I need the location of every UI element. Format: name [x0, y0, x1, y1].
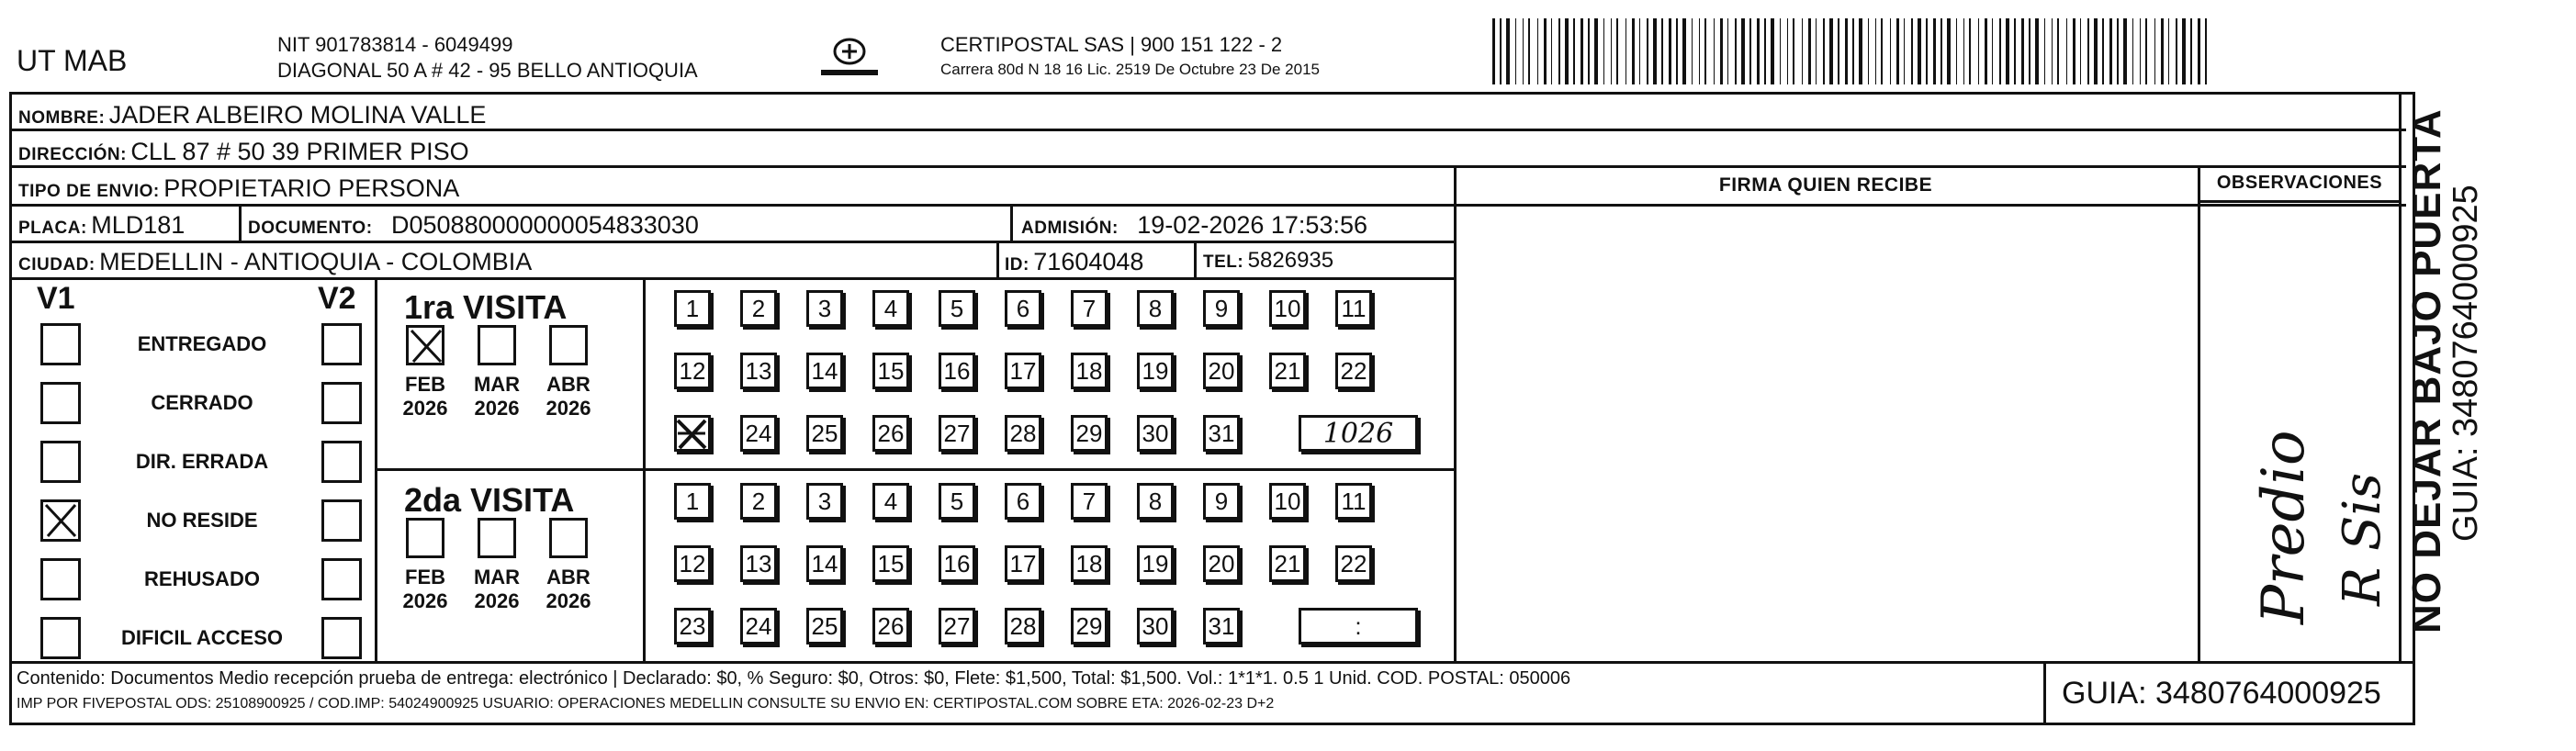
v2-checkbox[interactable]: [321, 499, 362, 542]
visit1-day-box[interactable]: 4: [872, 290, 909, 327]
visit1-day-box[interactable]: 16: [939, 353, 975, 389]
visit2-day-box[interactable]: 24: [740, 608, 777, 645]
visit2-day-box[interactable]: 18: [1071, 545, 1108, 582]
visit1-day-box[interactable]: 17: [1005, 353, 1041, 389]
visit1-day-box[interactable]: 29: [1071, 415, 1108, 452]
sender-address: DIAGONAL 50 A # 42 - 95 BELLO ANTIOQUIA: [277, 59, 698, 82]
visit1-time-box[interactable]: 1026: [1299, 415, 1418, 452]
visit1-day-box[interactable]: 28: [1005, 415, 1041, 452]
tel-label: TEL:: [1203, 252, 1244, 272]
visit1-day-box[interactable]: 8: [1137, 290, 1174, 327]
visit2-day-box[interactable]: 8: [1137, 483, 1174, 520]
sender-name: UT MAB: [17, 44, 128, 77]
visit2-day-box[interactable]: 7: [1071, 483, 1108, 520]
visit2-month-label: FEB 2026: [402, 566, 448, 612]
visit1-day-box[interactable]: 18: [1071, 353, 1108, 389]
visit1-day-box[interactable]: 9: [1203, 290, 1240, 327]
footer-imp: IMP POR FIVEPOSTAL ODS: 25108900925 / COD.IMP: 54024900925 USUARIO: OPERACIONES MEDELLIN CONSULTE SU ENVIO EN: CERTIPOSTAL.COM SOBRE ETA: 2026-02-23 D+2: [17, 696, 1275, 712]
tel-value: 5826935: [1247, 248, 1334, 273]
visit2-month-label: ABR 2026: [546, 566, 591, 612]
documento-cell: [248, 211, 699, 240]
footer-content: Contenido: Documentos Medio recepción prueba de entrega: electrónico | Declarado: $0, % Seguro: $0, Otros: $0, Flete: $1,500, Total: $1,500. Vol.: 1*1*1. 0.5 1 Unid. COD. POSTAL: 050006: [17, 668, 1571, 689]
visit2-month-checkbox[interactable]: [478, 518, 516, 558]
visit1-day-box[interactable]: 31: [1203, 415, 1240, 452]
v1-checkbox[interactable]: [40, 323, 81, 365]
v2-checkbox[interactable]: [321, 441, 362, 483]
direccion-label: DIRECCIÓN:: [18, 145, 127, 164]
visit2-day-box[interactable]: 27: [939, 608, 975, 645]
visit1-month-label: FEB 2026: [402, 373, 448, 420]
direccion-value: CLL 87 # 50 39 PRIMER PISO: [130, 138, 469, 165]
v1-checkbox[interactable]: [40, 382, 81, 424]
admision-cell: [1021, 211, 1367, 240]
visit1-day-box[interactable]: 13: [740, 353, 777, 389]
visit1-day-box[interactable]: 24: [740, 415, 777, 452]
visit2-month-label: MAR 2026: [473, 566, 521, 612]
tipo-value: PROPIETARIO PERSONA: [163, 174, 460, 202]
visit1-day-box[interactable]: 12: [674, 353, 711, 389]
visit1-day-box[interactable]: 1: [674, 290, 711, 327]
visit2-day-box[interactable]: 16: [939, 545, 975, 582]
visit2-day-box[interactable]: 9: [1203, 483, 1240, 520]
side-warning: NO DEJAR BAJO PUERTA: [2404, 108, 2449, 633]
status-label: NO RESIDE: [146, 509, 258, 532]
tipo-label: TIPO DE ENVIO:: [18, 182, 160, 201]
admision-value: 19-02-2026 17:53:56: [1137, 211, 1367, 239]
visit2-month-checkbox[interactable]: [406, 518, 444, 558]
visit2-day-box[interactable]: 1: [674, 483, 711, 520]
obs-handwritten-1: Predio: [2250, 430, 2318, 624]
visit1-day-box[interactable]: 22: [1335, 353, 1372, 389]
placa-cell: [18, 211, 185, 240]
visit2-day-box[interactable]: 4: [872, 483, 909, 520]
visit2-day-box[interactable]: 29: [1071, 608, 1108, 645]
nombre-label: NOMBRE:: [18, 108, 106, 128]
visit1-day-box[interactable]: 7: [1071, 290, 1108, 327]
visit1-day-box[interactable]: 15: [872, 353, 909, 389]
visit2-day-box[interactable]: 21: [1269, 545, 1306, 582]
ciudad-value: MEDELLIN - ANTIOQUIA - COLOMBIA: [99, 248, 533, 275]
visit1-day-box[interactable]: 21: [1269, 353, 1306, 389]
placa-label: PLACA:: [18, 219, 87, 238]
firma-label: FIRMA QUIEN RECIBE: [1718, 174, 1933, 196]
visit1-title: 1ra VISITA: [404, 288, 568, 326]
visit2-day-box[interactable]: 10: [1269, 483, 1306, 520]
v1-checkbox[interactable]: [40, 558, 81, 600]
direccion-row: [18, 138, 469, 166]
visit1-day-box[interactable]: 27: [939, 415, 975, 452]
visit2-day-box[interactable]: 25: [806, 608, 843, 645]
barcode: [1492, 18, 2218, 84]
placa-value: MLD181: [91, 211, 186, 239]
visit1-day-box[interactable]: 3: [806, 290, 843, 327]
v1-checkbox[interactable]: [40, 499, 81, 542]
id-cell: [1005, 248, 1143, 276]
visit1-day-box[interactable]: 6: [1005, 290, 1041, 327]
side-guia: GUIA: 3480764000925: [2447, 185, 2485, 542]
visit1-month-label: ABR 2026: [546, 373, 591, 420]
company-license: Carrera 80d N 18 16 Lic. 2519 De Octubre 23 De 2015: [940, 61, 1320, 78]
visit2-day-box[interactable]: 23: [674, 608, 711, 645]
visit2-day-box[interactable]: 20: [1203, 545, 1240, 582]
visit1-month-checkbox[interactable]: [406, 325, 444, 365]
tel-cell: [1203, 248, 1333, 274]
tipo-row: [18, 174, 459, 203]
visit2-day-box[interactable]: 14: [806, 545, 843, 582]
v2-label: V2: [318, 281, 356, 316]
visit1-day-box[interactable]: 2: [740, 290, 777, 327]
visit1-day-box[interactable]: 26: [872, 415, 909, 452]
obs-handwritten-2: R Sis: [2333, 473, 2392, 606]
visit2-day-box[interactable]: 13: [740, 545, 777, 582]
nombre-row: [18, 101, 486, 129]
v1-checkbox[interactable]: [40, 617, 81, 659]
documento-label: DOCUMENTO:: [248, 219, 373, 238]
admision-label: ADMISIÓN:: [1021, 219, 1119, 238]
nombre-value: JADER ALBEIRO MOLINA VALLE: [108, 101, 487, 129]
v2-checkbox[interactable]: [321, 323, 362, 365]
visit2-day-box[interactable]: 17: [1005, 545, 1041, 582]
visit2-day-box[interactable]: 11: [1335, 483, 1372, 520]
status-label: DIR. ERRADA: [135, 450, 269, 473]
v1-checkbox[interactable]: [40, 441, 81, 483]
visit2-day-box[interactable]: 31: [1203, 608, 1240, 645]
visit2-day-box[interactable]: 19: [1137, 545, 1174, 582]
observaciones-label: OBSERVACIONES: [2216, 173, 2383, 193]
visit2-time-box[interactable]: :: [1299, 608, 1418, 645]
visit1-month-checkbox[interactable]: [549, 325, 588, 365]
visit2-day-box[interactable]: 5: [939, 483, 975, 520]
visit1-day-box[interactable]: 20: [1203, 353, 1240, 389]
documento-value: D050880000000054833030: [391, 211, 699, 239]
sender-nit: NIT 901783814 - 6049499: [277, 33, 513, 56]
visit2-day-box[interactable]: 28: [1005, 608, 1041, 645]
status-label: CERRADO: [151, 391, 253, 414]
visit1-day-box[interactable]: 30: [1137, 415, 1174, 452]
v2-checkbox[interactable]: [321, 617, 362, 659]
status-label: REHUSADO: [144, 567, 260, 590]
visit1-month-checkbox[interactable]: [478, 325, 516, 365]
visit1-day-box[interactable]: 14: [806, 353, 843, 389]
ciudad-cell: [18, 248, 532, 276]
visit2-month-checkbox[interactable]: [549, 518, 588, 558]
visit2-day-box[interactable]: 2: [740, 483, 777, 520]
certipostal-logo-icon: [817, 35, 882, 83]
id-label: ID:: [1005, 255, 1029, 275]
v2-checkbox[interactable]: [321, 382, 362, 424]
status-label: ENTREGADO: [137, 332, 267, 355]
visit1-month-label: MAR 2026: [473, 373, 521, 420]
v1-label: V1: [37, 281, 75, 316]
v2-checkbox[interactable]: [321, 558, 362, 600]
visit1-day-box[interactable]: 19: [1137, 353, 1174, 389]
status-label: DIFICIL ACCESO: [120, 626, 283, 649]
visit1-day-box[interactable]: [674, 415, 711, 452]
id-value: 71604048: [1033, 248, 1144, 275]
visit2-day-box[interactable]: 6: [1005, 483, 1041, 520]
company-name: CERTIPOSTAL SAS | 900 151 122 - 2: [940, 33, 1283, 56]
visit1-day-box[interactable]: 5: [939, 290, 975, 327]
ciudad-label: CIUDAD:: [18, 255, 96, 275]
visit2-title: 2da VISITA: [404, 481, 575, 519]
visit2-day-box[interactable]: 26: [872, 608, 909, 645]
visit1-day-box[interactable]: 10: [1269, 290, 1306, 327]
visit2-day-box[interactable]: 22: [1335, 545, 1372, 582]
visit2-day-box[interactable]: 12: [674, 545, 711, 582]
footer-guia: GUIA: 3480764000925: [2062, 676, 2381, 711]
visit2-day-box[interactable]: 30: [1137, 608, 1174, 645]
visit1-day-box[interactable]: 25: [806, 415, 843, 452]
visit2-day-box[interactable]: 15: [872, 545, 909, 582]
visit2-day-box[interactable]: 3: [806, 483, 843, 520]
visit1-day-box[interactable]: 11: [1335, 290, 1372, 327]
